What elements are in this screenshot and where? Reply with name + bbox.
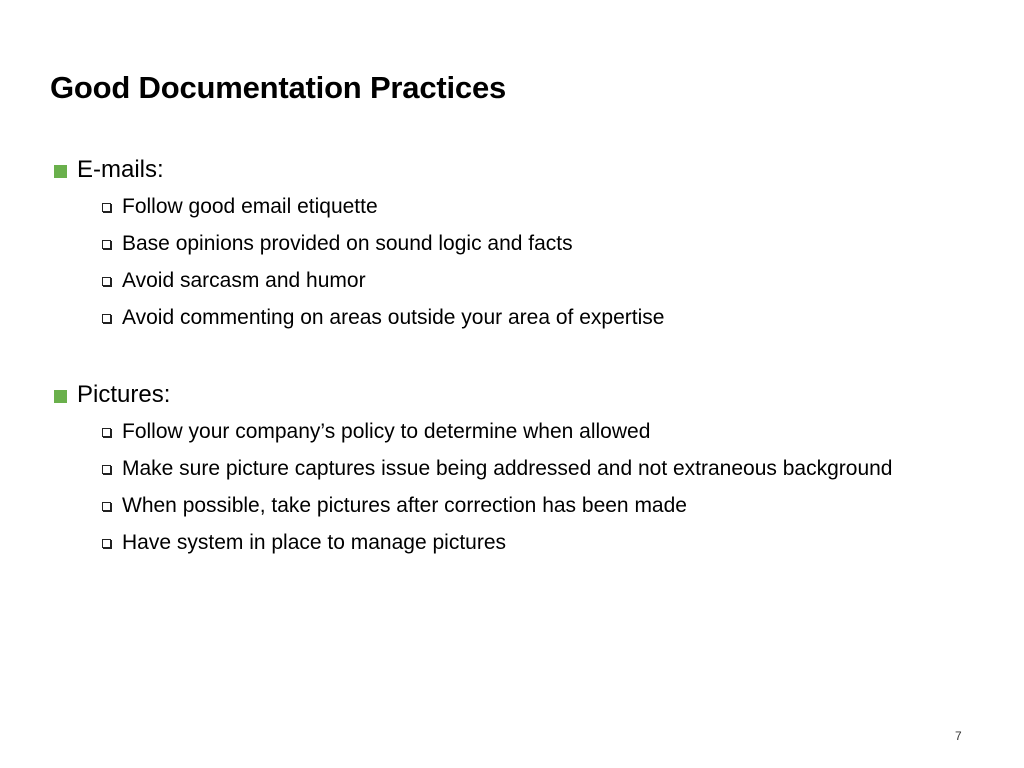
hollow-square-bullet-icon	[102, 502, 111, 511]
hollow-square-bullet-icon	[102, 465, 111, 474]
list-item	[54, 191, 664, 222]
square-bullet-icon	[54, 390, 67, 403]
list-item-text: Base opinions provided on sound logic and facts	[122, 232, 573, 255]
list-item	[54, 453, 954, 484]
section-heading-text: E-mails:	[77, 156, 164, 183]
section-heading-text: Pictures:	[77, 381, 171, 408]
slide-title: Good Documentation Practices	[50, 70, 507, 105]
list-item-text: Avoid commenting on areas outside your area of expertise	[122, 306, 665, 329]
hollow-square-bullet-icon	[102, 277, 111, 286]
list-item-text: Make sure picture captures issue being addressed and not extraneous background	[122, 457, 893, 480]
list-item	[54, 527, 954, 558]
hollow-square-bullet-icon	[102, 428, 111, 437]
list-item-text: Avoid sarcasm and humor	[122, 269, 366, 292]
list-item-text: Have system in place to manage pictures	[122, 531, 507, 554]
section-heading	[54, 155, 664, 185]
hollow-square-bullet-icon	[102, 314, 111, 323]
hollow-square-bullet-icon	[102, 539, 111, 548]
page-number: 7	[955, 729, 962, 743]
square-bullet-icon	[54, 165, 67, 178]
list-item	[54, 265, 664, 296]
hollow-square-bullet-icon	[102, 203, 111, 212]
section-emails	[54, 155, 664, 333]
hollow-square-bullet-icon	[102, 240, 111, 249]
list-item-text: When possible, take pictures after correction has been made	[122, 494, 687, 517]
section-heading	[54, 380, 954, 410]
list-item-text: Follow your company’s policy to determine when allowed	[122, 420, 651, 443]
list-item	[54, 490, 954, 521]
list-item	[54, 416, 954, 447]
section-pictures	[54, 380, 954, 558]
list-item	[54, 228, 664, 259]
list-item-text: Follow good email etiquette	[122, 195, 378, 218]
list-item	[54, 302, 664, 333]
